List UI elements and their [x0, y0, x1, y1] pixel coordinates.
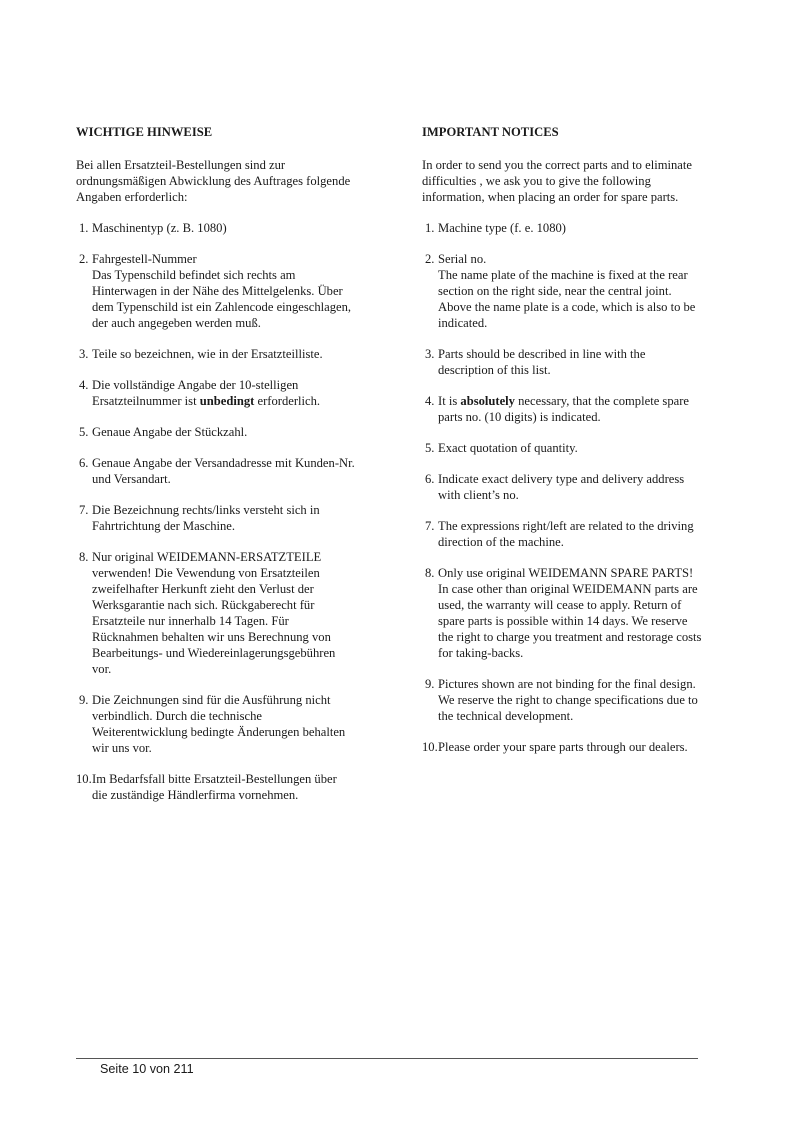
english-item-3: 3. Parts should be described in line with the description of this list. — [425, 347, 646, 377]
german-column — [76, 124, 376, 818]
english-item-2: 2. Serial no. The name plate of the machine is fixed at the rear section on the right side, near the central joint. Above the name plate is a code, which is also to be indicated. — [425, 252, 696, 330]
german-intro: Bei allen Ersatzteil-Bestellungen sind zur ordnungsmäßigen Abwicklung des Auftrages folgende Angaben erforderlich: — [76, 158, 351, 204]
english-item-7: 7. The expressions right/left are related to the driving direction of the machine. — [425, 519, 694, 549]
english-column — [422, 124, 722, 770]
english-item-10: 10.Please order your spare parts through our dealers. — [422, 740, 688, 754]
german-item-2: 2. Fahrgestell-Nummer Das Typenschild befindet sich rechts am Hinterwagen in der Nähe des Mittelgelenks. Über dem Typenschild ist ein Zahlencode eingeschlagen, der auch angegeben werden muß. — [79, 252, 352, 330]
english-item-5: 5. Exact quotation of quantity. — [425, 441, 578, 455]
page-number: Seite 10 von 211 — [100, 1062, 194, 1076]
english-item-4: 4. It is absolutely necessary, that the complete spare parts no. (10 digits) is indicated. — [425, 394, 690, 424]
german-item-1: 1. Maschinentyp (z. B. 1080) — [79, 221, 227, 235]
footer-divider — [76, 1058, 698, 1059]
german-item-10: 10.Im Bedarfsfall bitte Ersatzteil-Bestellungen über die zuständige Händlerfirma vornehmen. — [76, 772, 337, 802]
english-item-1: 1. Machine type (f. e. 1080) — [425, 221, 566, 235]
german-item-9: 9. Die Zeichnungen sind für die Ausführung nicht verbindlich. Durch die technische Weiterentwicklung bedingte Änderungen behalten wir uns vor. — [79, 693, 346, 755]
english-item-8: 8. Only use original WEIDEMANN SPARE PARTS! In case other than original WEIDEMANN parts are used, the warranty will cease to apply. Return of spare parts is possible within 14 days. We reserve the right to charge you treatment and restorage costs for taking-backs. — [425, 566, 702, 660]
german-item-4: 4. Die vollständige Angabe der 10-stelligen Ersatzteilnummer ist unbedingt erforderlich. — [79, 378, 321, 408]
german-heading: WICHTIGE HINWEISE — [76, 125, 213, 139]
english-item-6: 6. Indicate exact delivery type and delivery address with client’s no. — [425, 472, 685, 502]
english-item-9: 9. Pictures shown are not binding for the final design. We reserve the right to change specifications due to the technical development. — [425, 677, 698, 723]
german-item-7: 7. Die Bezeichnung rechts/links versteht sich in Fahrtrichtung der Maschine. — [79, 503, 320, 533]
german-item-3: 3. Teile so bezeichnen, wie in der Ersatzteilliste. — [79, 347, 323, 361]
german-item-6: 6. Genaue Angabe der Versandadresse mit Kunden-Nr. und Versandart. — [79, 456, 355, 486]
german-item-5: 5. Genaue Angabe der Stückzahl. — [79, 425, 248, 439]
german-item-8: 8. Nur original WEIDEMANN-ERSATZTEILE verwenden! Die Vewendung von Ersatzteilen zweifelhafter Herkunft zieht den Verlust der Werksgarantie nach sich. Rückgaberecht für Ersatzteile nur innerhalb 14 Tagen. Für Rücknahmen behalten wir uns Berechnung von Bearbeitungs- und Wiedereinlagerungsgebühren vor. — [79, 550, 336, 676]
english-intro: In order to send you the correct parts and to eliminate difficulties , we ask you to give the following information, when placing an order for spare parts. — [422, 158, 692, 204]
english-heading: IMPORTANT NOTICES — [422, 125, 559, 139]
